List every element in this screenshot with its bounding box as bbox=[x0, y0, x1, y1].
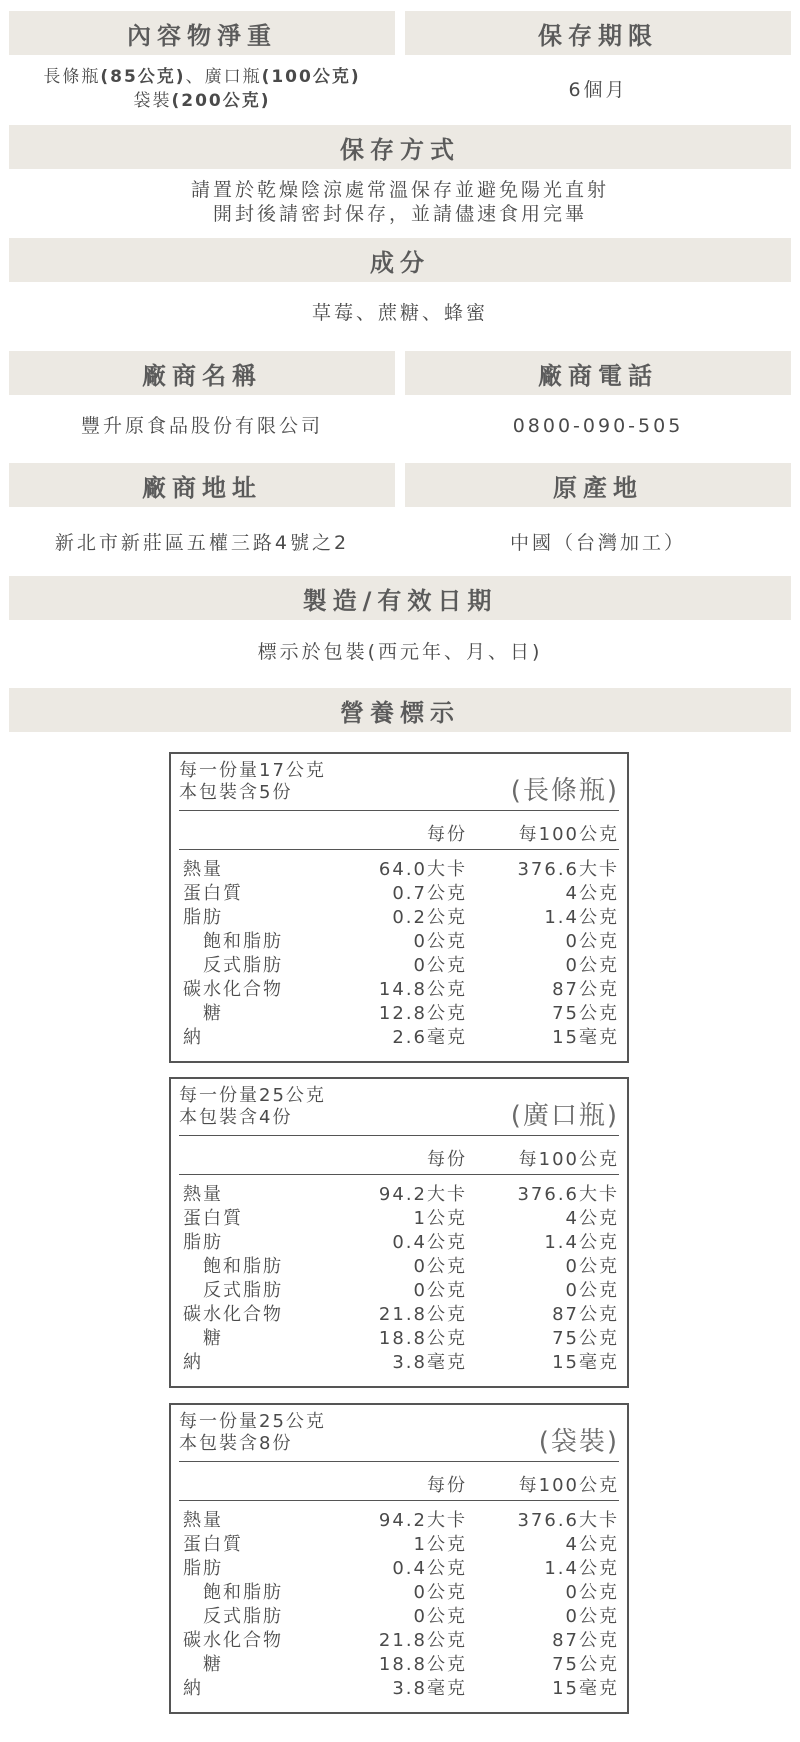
nutrient-name: 脂肪 bbox=[183, 1558, 223, 1579]
nutrient-per-100g: 15毫克 bbox=[552, 1027, 619, 1048]
nutrient-per-serving: 0.2公克 bbox=[392, 907, 467, 928]
nutrient-row bbox=[179, 1533, 619, 1557]
nutrient-row bbox=[179, 954, 619, 978]
servings-per-pack: 本包裝含4份 bbox=[179, 1107, 293, 1128]
shelf-life-value: 6個月 bbox=[568, 79, 628, 101]
nutrient-row bbox=[179, 1509, 619, 1533]
maker-phone-header: 廠商電話 bbox=[405, 351, 791, 395]
nutrient-per-serving: 21.8公克 bbox=[378, 1630, 467, 1651]
nutrient-row bbox=[179, 978, 619, 1002]
nutrient-per-100g: 0公克 bbox=[565, 1606, 619, 1627]
nutrient-per-serving: 12.8公克 bbox=[378, 1003, 467, 1024]
nutrient-name: 熱量 bbox=[183, 1510, 223, 1531]
nutrient-per-100g: 376.6大卡 bbox=[517, 1510, 619, 1531]
nutrient-per-serving: 0公克 bbox=[413, 931, 467, 952]
nutrient-row bbox=[179, 1207, 619, 1231]
nutrient-per-serving: 21.8公克 bbox=[378, 1304, 467, 1325]
nutrient-per-100g: 1.4公克 bbox=[544, 1558, 619, 1579]
nutrient-per-100g: 15毫克 bbox=[552, 1678, 619, 1699]
nutrient-per-serving: 94.2大卡 bbox=[378, 1510, 467, 1531]
nutrient-per-100g: 0公克 bbox=[565, 1582, 619, 1603]
nutrient-name: 納 bbox=[183, 1352, 203, 1373]
col-per-100g: 每100公克 bbox=[518, 824, 619, 845]
origin-header: 原產地 bbox=[405, 463, 791, 507]
nutrient-row bbox=[179, 1231, 619, 1255]
nutrient-row bbox=[179, 1327, 619, 1351]
servings-per-pack: 本包裝含5份 bbox=[179, 782, 293, 803]
nutrient-name: 碳水化合物 bbox=[183, 1304, 283, 1325]
nutrient-rows bbox=[179, 1501, 619, 1701]
nutrient-name: 熱量 bbox=[183, 859, 223, 880]
nutrient-per-serving: 0公克 bbox=[413, 955, 467, 976]
nutrient-per-serving: 64.0大卡 bbox=[378, 859, 467, 880]
nutrient-name: 糖 bbox=[203, 1328, 223, 1349]
package-type: (袋裝) bbox=[538, 1427, 619, 1457]
nutrient-per-serving: 0公克 bbox=[413, 1280, 467, 1301]
servings-per-pack: 本包裝含8份 bbox=[179, 1433, 293, 1454]
nutrition-table bbox=[169, 752, 629, 1063]
nutrient-row bbox=[179, 1557, 619, 1581]
package-type: (廣口瓶) bbox=[510, 1101, 619, 1131]
nutrient-per-100g: 87公克 bbox=[552, 1304, 619, 1325]
nutrient-name: 飽和脂肪 bbox=[203, 931, 283, 952]
nutrient-name: 蛋白質 bbox=[183, 883, 243, 904]
nutrient-per-serving: 1公克 bbox=[413, 1208, 467, 1229]
nutrient-per-100g: 0公克 bbox=[565, 1256, 619, 1277]
maker-address-value: 新北市新莊區五權三路4號之2 bbox=[54, 532, 350, 554]
serving-size: 每一份量17公克 bbox=[179, 760, 326, 781]
col-per-serving: 每份 bbox=[427, 824, 467, 845]
nutrient-name: 糖 bbox=[203, 1003, 223, 1024]
storage-line-2: 開封後請密封保存，並請儘速食用完畢 bbox=[212, 203, 587, 225]
nutrient-row bbox=[179, 1002, 619, 1026]
nutrient-name: 蛋白質 bbox=[183, 1534, 243, 1555]
nutrient-per-100g: 0公克 bbox=[565, 931, 619, 952]
nutrient-per-100g: 75公克 bbox=[552, 1328, 619, 1349]
storage-line-1: 請置於乾燥陰涼處常溫保存並避免陽光直射 bbox=[190, 179, 609, 201]
nutrition-table bbox=[169, 1077, 629, 1388]
nutrient-per-100g: 1.4公克 bbox=[544, 907, 619, 928]
nutrient-name: 納 bbox=[183, 1678, 203, 1699]
nutrient-row bbox=[179, 1629, 619, 1653]
nutrient-row bbox=[179, 882, 619, 906]
origin-value: 中國（台灣加工） bbox=[509, 532, 686, 554]
nutrient-name: 碳水化合物 bbox=[183, 979, 283, 1000]
nutrient-rows bbox=[179, 1175, 619, 1375]
serving-size: 每一份量25公克 bbox=[179, 1411, 326, 1432]
dates-value: 標示於包裝(西元年、月、日) bbox=[257, 641, 543, 663]
nutrient-name: 蛋白質 bbox=[183, 1208, 243, 1229]
nutrient-per-100g: 4公克 bbox=[565, 1534, 619, 1555]
nutrient-per-100g: 376.6大卡 bbox=[517, 1184, 619, 1205]
net-weight-header: 內容物淨重 bbox=[9, 11, 395, 55]
nutrient-per-serving: 18.8公克 bbox=[378, 1654, 467, 1675]
storage-header: 保存方式 bbox=[9, 125, 791, 169]
maker-name-header: 廠商名稱 bbox=[9, 351, 395, 395]
nutrient-name: 飽和脂肪 bbox=[203, 1256, 283, 1277]
nutrient-row bbox=[179, 1351, 619, 1375]
nutrient-per-serving: 2.6毫克 bbox=[392, 1027, 467, 1048]
storage-value bbox=[9, 178, 791, 226]
nutrient-name: 糖 bbox=[203, 1654, 223, 1675]
nutrient-name: 納 bbox=[183, 1027, 203, 1048]
nutrient-name: 反式脂肪 bbox=[203, 1606, 283, 1627]
nutrient-row bbox=[179, 1581, 619, 1605]
nutrient-per-serving: 0.4公克 bbox=[392, 1558, 467, 1579]
nutrient-per-100g: 87公克 bbox=[552, 1630, 619, 1651]
nutrition-table-head bbox=[179, 1411, 619, 1462]
nutrient-per-serving: 0公克 bbox=[413, 1582, 467, 1603]
nutrient-per-100g: 376.6大卡 bbox=[517, 859, 619, 880]
nutrient-per-100g: 75公克 bbox=[552, 1003, 619, 1024]
dates-header: 製造/有效日期 bbox=[9, 576, 791, 620]
nutrient-per-serving: 0.4公克 bbox=[392, 1232, 467, 1253]
nutrient-name: 脂肪 bbox=[183, 907, 223, 928]
nutrient-per-100g: 4公克 bbox=[565, 883, 619, 904]
nutrient-per-100g: 4公克 bbox=[565, 1208, 619, 1229]
nutrient-per-serving: 18.8公克 bbox=[378, 1328, 467, 1349]
maker-name-value: 豐升原食品股份有限公司 bbox=[80, 415, 323, 437]
nutrition-header: 營養標示 bbox=[9, 688, 791, 732]
nutrient-per-serving: 3.8毫克 bbox=[392, 1678, 467, 1699]
nutrient-name: 反式脂肪 bbox=[203, 1280, 283, 1301]
col-per-100g: 每100公克 bbox=[518, 1475, 619, 1496]
col-per-serving: 每份 bbox=[427, 1149, 467, 1170]
nutrient-per-serving: 94.2大卡 bbox=[378, 1184, 467, 1205]
nutrient-row bbox=[179, 1677, 619, 1701]
nutrient-per-100g: 0公克 bbox=[565, 1280, 619, 1301]
nutrient-row bbox=[179, 1653, 619, 1677]
shelf-life-header: 保存期限 bbox=[405, 11, 791, 55]
nutrition-table bbox=[169, 1403, 629, 1714]
maker-address-header: 廠商地址 bbox=[9, 463, 395, 507]
column-header-row bbox=[179, 811, 619, 850]
nutrient-row bbox=[179, 858, 619, 882]
nutrient-name: 碳水化合物 bbox=[183, 1630, 283, 1651]
col-per-serving: 每份 bbox=[427, 1475, 467, 1496]
nutrient-per-100g: 75公克 bbox=[552, 1654, 619, 1675]
nutrient-row bbox=[179, 1605, 619, 1629]
nutrient-name: 反式脂肪 bbox=[203, 955, 283, 976]
nutrient-name: 脂肪 bbox=[183, 1232, 223, 1253]
nutrient-per-100g: 87公克 bbox=[552, 979, 619, 1000]
nutrition-table-head bbox=[179, 760, 619, 811]
nutrient-row bbox=[179, 1183, 619, 1207]
nutrient-rows bbox=[179, 850, 619, 1050]
nutrient-per-serving: 0公克 bbox=[413, 1606, 467, 1627]
nutrient-per-serving: 14.8公克 bbox=[378, 979, 467, 1000]
nutrient-row bbox=[179, 1026, 619, 1050]
serving-size: 每一份量25公克 bbox=[179, 1085, 326, 1106]
nutrient-row bbox=[179, 906, 619, 930]
maker-phone-value: 0800-090-505 bbox=[512, 415, 684, 437]
nutrient-row bbox=[179, 930, 619, 954]
nutrient-per-serving: 0.7公克 bbox=[392, 883, 467, 904]
nutrient-per-100g: 1.4公克 bbox=[544, 1232, 619, 1253]
net-weight-value: 長條瓶(85公克)、廣口瓶(100公克) 袋裝(200公克) bbox=[43, 67, 361, 111]
nutrient-per-serving: 3.8毫克 bbox=[392, 1352, 467, 1373]
column-header-row bbox=[179, 1462, 619, 1501]
nutrient-row bbox=[179, 1279, 619, 1303]
ingredients-header: 成分 bbox=[9, 238, 791, 282]
ingredients-value: 草莓、蔗糖、蜂蜜 bbox=[311, 302, 488, 324]
nutrition-table-head bbox=[179, 1085, 619, 1136]
nutrient-per-100g: 15毫克 bbox=[552, 1352, 619, 1373]
nutrient-name: 飽和脂肪 bbox=[203, 1582, 283, 1603]
nutrient-row bbox=[179, 1255, 619, 1279]
nutrient-per-serving: 0公克 bbox=[413, 1256, 467, 1277]
package-type: (長條瓶) bbox=[510, 776, 619, 806]
nutrient-per-100g: 0公克 bbox=[565, 955, 619, 976]
nutrient-row bbox=[179, 1303, 619, 1327]
nutrient-per-serving: 1公克 bbox=[413, 1534, 467, 1555]
column-header-row bbox=[179, 1136, 619, 1175]
nutrient-name: 熱量 bbox=[183, 1184, 223, 1205]
col-per-100g: 每100公克 bbox=[518, 1149, 619, 1170]
